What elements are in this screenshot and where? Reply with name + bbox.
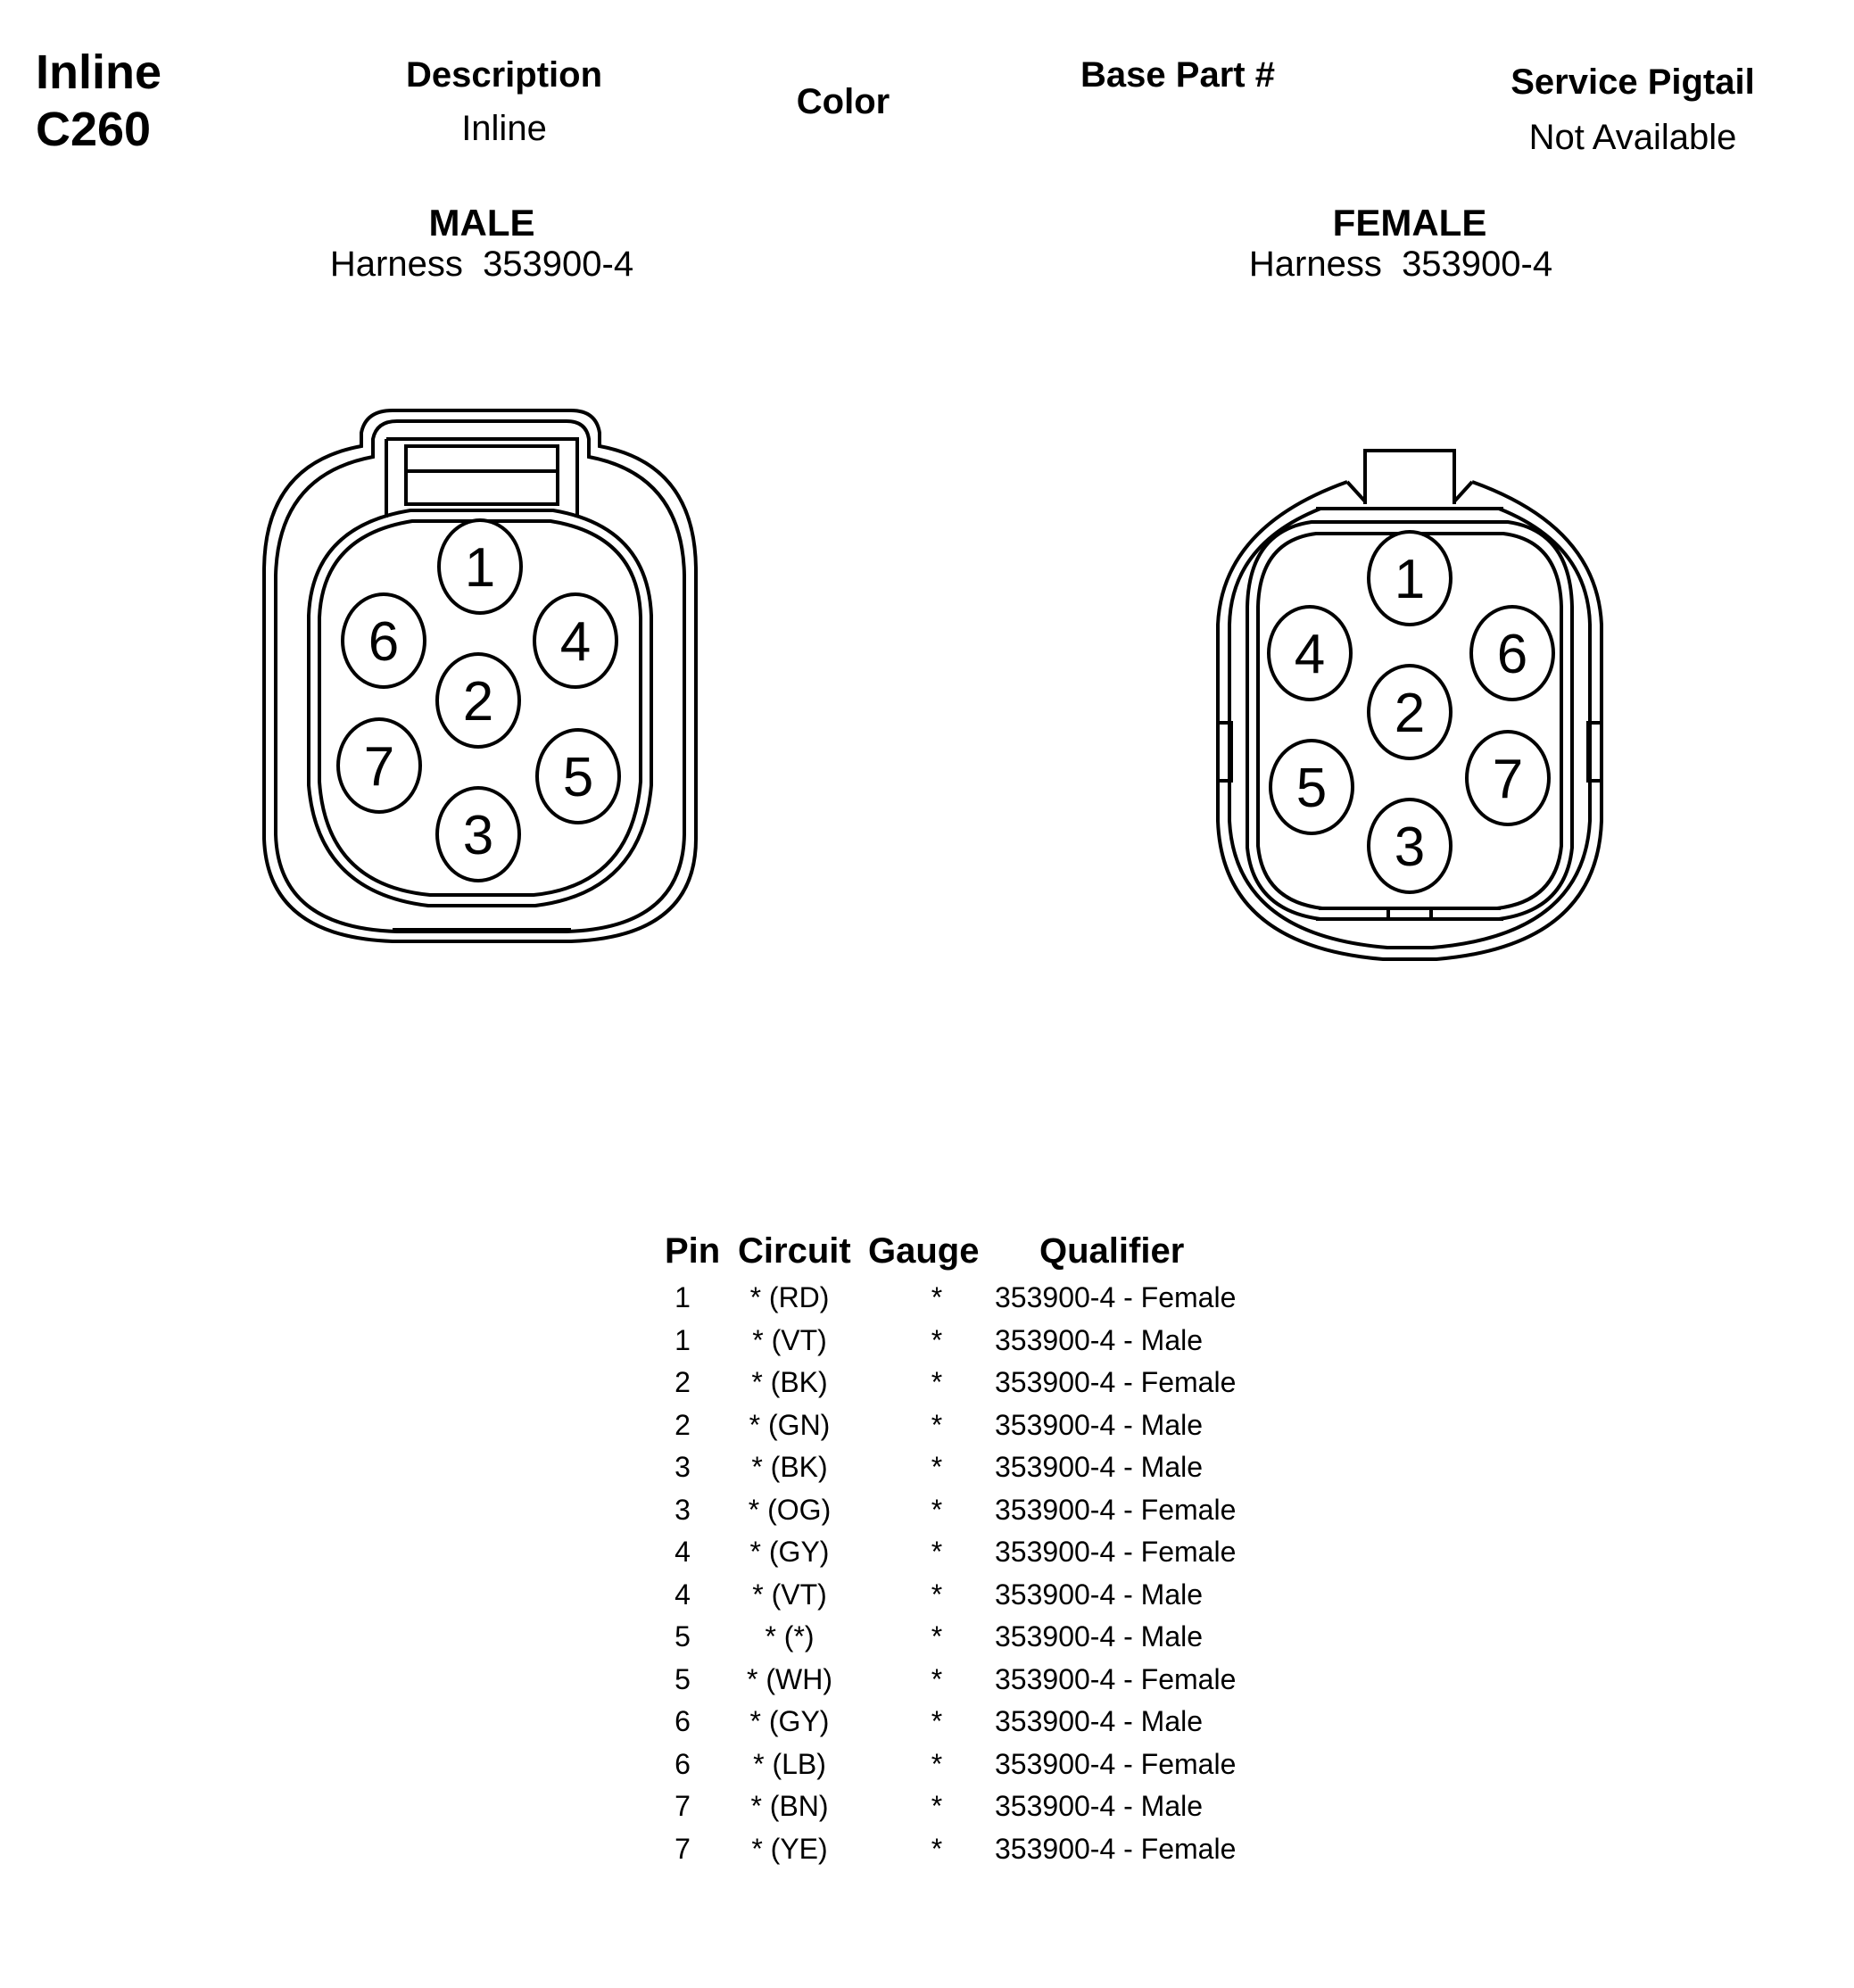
row-qualifier: 353900-4 - Male [995,1620,1204,1653]
table-header-qualifier: Qualifier [1039,1231,1185,1271]
row-qualifier: 353900-4 - Male [995,1323,1204,1356]
connector-type: Inline [36,46,162,99]
row-gauge: * [931,1281,943,1313]
row-circuit: * (LB) [753,1747,826,1780]
connector-id: C260 [36,103,152,156]
row-qualifier: 353900-4 - Male [995,1578,1204,1611]
table-row [665,1578,1289,1621]
table-row [665,1409,1289,1452]
table-row [665,1705,1289,1748]
female-pin-1-label: 1 [1394,549,1426,610]
row-gauge: * [931,1578,943,1611]
description-value: Inline [461,109,547,148]
row-gauge: * [931,1451,943,1483]
service-pigtail-value: Not Available [1528,118,1737,157]
row-gauge: * [931,1408,943,1441]
row-qualifier: 353900-4 - Female [995,1832,1237,1865]
row-gauge: * [931,1662,943,1695]
row-pin: 7 [675,1832,691,1865]
row-circuit: * (BN) [750,1790,829,1822]
row-circuit: * (VT) [752,1323,827,1356]
table-header-pin: Pin [665,1231,721,1271]
male-pin-5-label: 5 [562,747,594,808]
color-label: Color [796,82,890,121]
row-circuit: * (YE) [751,1832,828,1865]
female-pin-3-label: 3 [1394,816,1426,878]
female-pin-2-label: 2 [1394,683,1426,744]
row-qualifier: 353900-4 - Female [995,1747,1237,1780]
table-row [665,1451,1289,1494]
row-gauge: * [931,1536,943,1568]
row-pin: 5 [675,1662,691,1695]
row-pin: 3 [675,1493,691,1526]
table-row [665,1494,1289,1537]
row-circuit: * (OG) [748,1493,832,1526]
table-row [665,1366,1289,1409]
row-qualifier: 353900-4 - Female [995,1281,1237,1313]
row-circuit: * (GN) [749,1408,831,1441]
male-pin-7-label: 7 [363,736,395,798]
row-pin: 7 [675,1790,691,1822]
row-qualifier: 353900-4 - Female [995,1536,1237,1568]
row-circuit: * (WH) [747,1662,832,1695]
male-pin-4-label: 4 [559,611,592,673]
row-qualifier: 353900-4 - Female [995,1493,1237,1526]
table-row [665,1324,1289,1367]
male-pin-2-label: 2 [462,671,494,733]
female-harness-label: Harness [1248,244,1382,284]
male-harness-number: 353900-4 [483,244,634,284]
row-circuit: * (GY) [749,1536,830,1568]
row-pin: 1 [675,1281,691,1313]
row-gauge: * [931,1620,943,1653]
table-row [665,1833,1289,1876]
female-pin-7-label: 7 [1492,749,1524,810]
row-circuit: * (BK) [751,1366,828,1398]
row-pin: 4 [675,1578,691,1611]
male-label: MALE [428,202,535,244]
female-bottom-band [1316,908,1503,919]
row-pin: 2 [675,1408,691,1441]
row-circuit: * (VT) [752,1578,827,1611]
row-gauge: * [931,1790,943,1822]
row-circuit: * (RD) [749,1281,830,1313]
row-gauge: * [931,1323,943,1356]
row-qualifier: 353900-4 - Male [995,1790,1204,1822]
male-harness-label: Harness [329,244,463,284]
row-qualifier: 353900-4 - Female [995,1366,1237,1398]
row-circuit: * (*) [765,1620,815,1653]
service-pigtail-label: Service Pigtail [1511,62,1755,102]
row-qualifier: 353900-4 - Male [995,1451,1204,1483]
row-pin: 1 [675,1323,691,1356]
female-top-band [1316,509,1503,522]
female-label: FEMALE [1332,202,1487,244]
male-pin-6-label: 6 [368,611,400,673]
row-qualifier: 353900-4 - Male [995,1408,1204,1441]
row-qualifier: 353900-4 - Male [995,1705,1204,1737]
table-row [665,1790,1289,1833]
row-pin: 2 [675,1366,691,1398]
description-label: Description [405,55,603,95]
row-gauge: * [931,1705,943,1737]
row-pin: 4 [675,1536,691,1568]
base-part-label: Base Part # [1080,55,1275,95]
male-pin-3-label: 3 [462,805,494,866]
table-row [665,1663,1289,1706]
row-gauge: * [931,1366,943,1398]
table-header-gauge: Gauge [868,1231,980,1271]
female-pin-5-label: 5 [1295,758,1328,819]
table-row [665,1748,1289,1791]
female-key-tab [1365,451,1454,504]
male-pin-1-label: 1 [464,537,496,599]
row-pin: 3 [675,1451,691,1483]
female-harness-number: 353900-4 [1402,244,1553,284]
row-gauge: * [931,1747,943,1780]
row-gauge: * [931,1832,943,1865]
table-header-circuit: Circuit [738,1231,851,1271]
table-row [665,1620,1289,1663]
table-row [665,1281,1289,1324]
row-gauge: * [931,1493,943,1526]
row-pin: 6 [675,1747,691,1780]
row-pin: 6 [675,1705,691,1737]
row-qualifier: 353900-4 - Female [995,1662,1237,1695]
table-row [665,1536,1289,1578]
row-circuit: * (GY) [749,1705,830,1737]
row-circuit: * (BK) [751,1451,828,1483]
female-pin-4-label: 4 [1294,624,1326,685]
female-pin-6-label: 6 [1496,624,1528,685]
row-pin: 5 [675,1620,691,1653]
